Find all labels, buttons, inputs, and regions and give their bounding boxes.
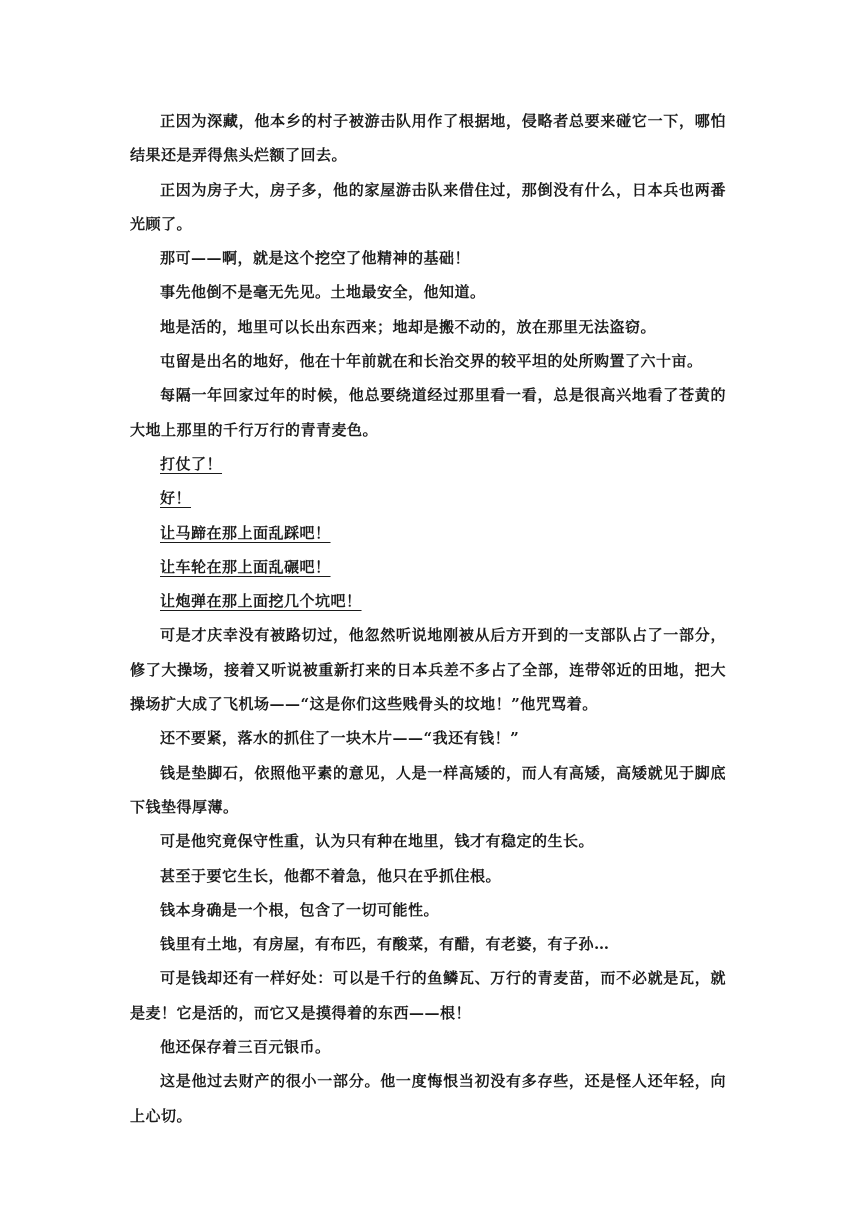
- paragraph: [130, 447, 726, 481]
- paragraph-text: 地是活的，地里可以长出东西来；地却是搬不动的，放在那里无法盗窃。: [160, 317, 657, 336]
- paragraph-text: 事先他倒不是毫无先见。土地最安全，他知道。: [160, 283, 486, 302]
- paragraph-text: 钱是垫脚石，依照他平素的意见，人是一样高矮的，而人有高矮，高矮就见于脚底下钱垫得厚薄。: [130, 763, 726, 816]
- paragraph-text: 可是才庆幸没有被路切过，他忽然听说地刚被从后方开到的一支部队占了一部分，修了大操场，接着又听说被重新打来的日本兵差不多占了全部，连带邻近的田地，把大操场扩大成了飞机场——“这是你们这些贱骨头的坟地！”他咒骂着。: [130, 626, 726, 714]
- paragraph-text: 钱里有土地，有房屋，有布匹，有酸菜，有醋，有老婆，有子孙…: [160, 935, 610, 954]
- paragraph: [130, 824, 726, 858]
- paragraph-text: 那可——啊，就是这个挖空了他精神的基础！: [160, 249, 471, 268]
- paragraph: [130, 721, 726, 755]
- paragraph-text: 可是钱却还有一样好处：可以是千行的鱼鳞瓦、万行的青麦苗，而不必就是瓦，就是麦！它是活的，而它又是摸得着的东西——根！: [130, 969, 726, 1022]
- paragraph-text: 还不要紧，落水的抓住了一块木片——“我还有钱！”: [160, 729, 520, 748]
- paragraph: [130, 275, 726, 309]
- document-body: [130, 104, 726, 1133]
- paragraph: [130, 104, 726, 173]
- paragraph: [130, 516, 726, 550]
- paragraph-text: 他还保存着三百元银币。: [160, 1038, 331, 1057]
- paragraph: [130, 893, 726, 927]
- paragraph-text: 可是他究竟保守性重，认为只有种在地里，钱才有稳定的生长。: [160, 832, 595, 851]
- underlined-paragraph-text: 让车轮在那上面乱碾吧！: [160, 557, 331, 576]
- paragraph: [130, 618, 726, 721]
- paragraph: [130, 344, 726, 378]
- paragraph-text: 钱本身确是一个根，包含了一切可能性。: [160, 900, 440, 919]
- paragraph: [130, 927, 726, 961]
- paragraph-text: 正因为深藏，他本乡的村子被游击队用作了根据地，侵略者总要来碰它一下，哪怕结果还是弄得焦头烂额了回去。: [130, 112, 726, 165]
- paragraph: [130, 756, 726, 825]
- paragraph: [130, 173, 726, 242]
- paragraph: [130, 481, 726, 515]
- paragraph: [130, 310, 726, 344]
- paragraph-text: 屯留是出名的地好，他在十年前就在和长治交界的较平坦的处所购置了六十亩。: [160, 352, 703, 371]
- paragraph: [130, 1030, 726, 1064]
- paragraph-text: 甚至于要它生长，他都不着急，他只在乎抓住根。: [160, 866, 502, 885]
- underlined-paragraph-text: 打仗了！: [160, 454, 223, 473]
- paragraph-text: 这是他过去财产的很小一部分。他一度悔恨当初没有多存些，还是怪人还年轻，向上心切。: [130, 1072, 726, 1125]
- paragraph-text: 每隔一年回家过年的时候，他总要绕道经过那里看一看，总是很高兴地看了苍黄的大地上那里的千行万行的青青麦色。: [130, 386, 726, 439]
- underlined-paragraph-text: 好！: [160, 489, 192, 508]
- paragraph: [130, 1064, 726, 1133]
- paragraph: [130, 550, 726, 584]
- paragraph: [130, 961, 726, 1030]
- paragraph: [130, 378, 726, 447]
- paragraph: [130, 241, 726, 275]
- paragraph-text: 正因为房子大，房子多，他的家屋游击队来借住过，那倒没有什么，日本兵也两番光顾了。: [130, 180, 726, 233]
- underlined-paragraph-text: 让炮弹在那上面挖几个坑吧！: [160, 592, 362, 611]
- underlined-paragraph-text: 让马蹄在那上面乱踩吧！: [160, 523, 331, 542]
- paragraph: [130, 859, 726, 893]
- paragraph: [130, 584, 726, 618]
